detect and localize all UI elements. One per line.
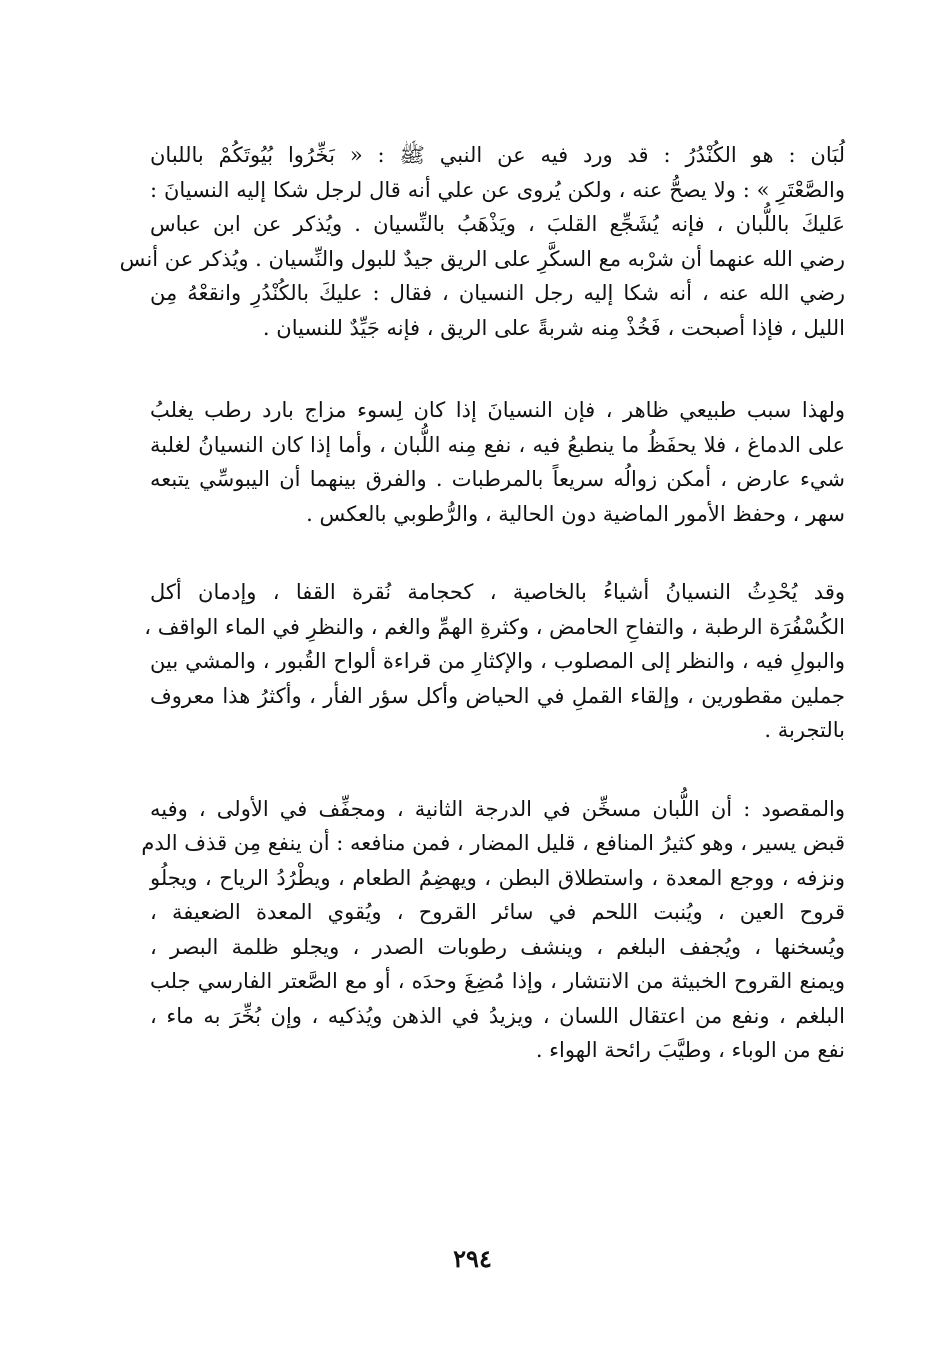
paragraph-spacer: [150, 748, 845, 792]
paragraph-spacer: [150, 531, 845, 575]
text-line: وقد يُحْدِثُ النسيانُ أشياءُ بالخاصية ، كحجامة نُقرة القفا ، وإدمان أكل: [150, 580, 845, 604]
paragraph-2: [150, 393, 845, 531]
text-line: جملين مقطورين ، وإلقاء القملِ في الحياض وأكل سؤر الفأر ، وأكثرُ هذا معروف: [150, 683, 845, 708]
text-line: والصَّعْتَرِ » : ولا يصحُّ عنه ، ولكن يُروى عن علي أنه قال لرجل شكا إليه النسيانَ :: [150, 177, 845, 202]
text-line: لُبَان : هو الكُنْدُرُ : قد ورد فيه عن النبي ﷺ : « بَخِّرُوا بُيُوتَكُمْ باللبان: [150, 143, 845, 167]
text-line: شيء عارض ، أمكن زوالُه سريعاً بالمرطبات . والفرق بينهما أن اليبوسِّي يتبعه: [150, 467, 845, 491]
paragraph-3: [144, 575, 845, 748]
text-line: البلغم ، ونفع من اعتقال اللسان ، ويزيدُ في الذهن ويُذكيه ، وإن بُخِّرَ به ماء ،: [150, 1003, 845, 1028]
page-number: ٢٩٤: [453, 1244, 492, 1273]
text-line: ولهذا سبب طبيعي ظاهر ، فإن النسيانَ إذا كان لِسوء مزاج بارد رطب يغلبُ: [150, 398, 845, 422]
text-line: قبض يسير ، وهو كثيرُ المنافع ، قليل المضار ، فمن منافعه : أن ينفع مِن قذف الدم: [141, 831, 845, 855]
text-line: رضي الله عنهما أن شرْبه مع السكَّرِ على الريق جيدٌ للبول والنِّسيان . ويُذكر عن أنس: [119, 246, 845, 271]
paragraph-4: [141, 792, 845, 1068]
text-line: قروح العين ، ويُنبت اللحم في سائر القروح ، ويُقوي المعدة الضعيفة ،: [150, 900, 845, 924]
text-line: سهر ، وحفظ الأمور الماضية دون الحالية ، والرُّطوبي بالعكس .: [306, 501, 845, 526]
text-line: والبولِ فيه ، والنظر إلى المصلوب ، والإكثارِ من قراءة ألواح القُبور ، والمشي بين: [150, 649, 845, 673]
text-line: على الدماغ ، فلا يحفَظُ ما ينطبعُ فيه ، نفع مِنه اللُّبان ، وأما إذا كان النسيانُ لغلبة: [150, 432, 845, 457]
text-line: والمقصود : أن اللُّبان مسخِّن في الدرجة الثانية ، ومجفِّف في الأولى ، وفيه: [150, 796, 845, 821]
text-line: عَليكَ باللُّبان ، فإنه يُشَجِّع القلبَ ، ويَذْهَبُ بالنِّسيان . ويُذكر عن ابن عباس: [150, 212, 845, 236]
text-line: ويمنع القروح الخبيثة من الانتشار ، وإذا مُضِغَ وحدَه ، أو مع الصَّعتر الفارسي جلب: [150, 969, 845, 993]
text-line: الليل ، فإذا أصبحت ، فَخُذْ مِنه شربةً على الريق ، فإنه جَيِّدٌ للنسيان .: [262, 315, 845, 340]
text-line: ونزفه ، ووجع المعدة ، واستطلاق البطن ، ويهضِمُ الطعام ، ويطْرُدُ الرياح ، ويجلُو: [150, 865, 845, 890]
paragraph-spacer: [150, 345, 845, 393]
text-line: ويُسخنها ، ويُجفف البلغم ، وينشف رطوبات الصدر ، ويجلو ظلمة البصر ،: [150, 934, 845, 959]
text-line: نفع من الوباء ، وطيَّبَ رائحة الهواء .: [535, 1038, 845, 1062]
page-body: [119, 138, 845, 1068]
text-line: بالتجربة .: [764, 718, 845, 742]
text-line: رضي الله عنه ، أنه شكا إليه رجل النسيان ، فقال : عليكَ بالكُنْدُرِ وانقعْهُ مِن: [150, 281, 845, 305]
paragraph-1: [119, 138, 845, 345]
text-line: الكُسْفُرَة الرطبة ، والتفاحِ الحامض ، وكثرةِ الهمِّ والغم ، والنظرِ في الماء الواقف ،: [144, 614, 845, 639]
